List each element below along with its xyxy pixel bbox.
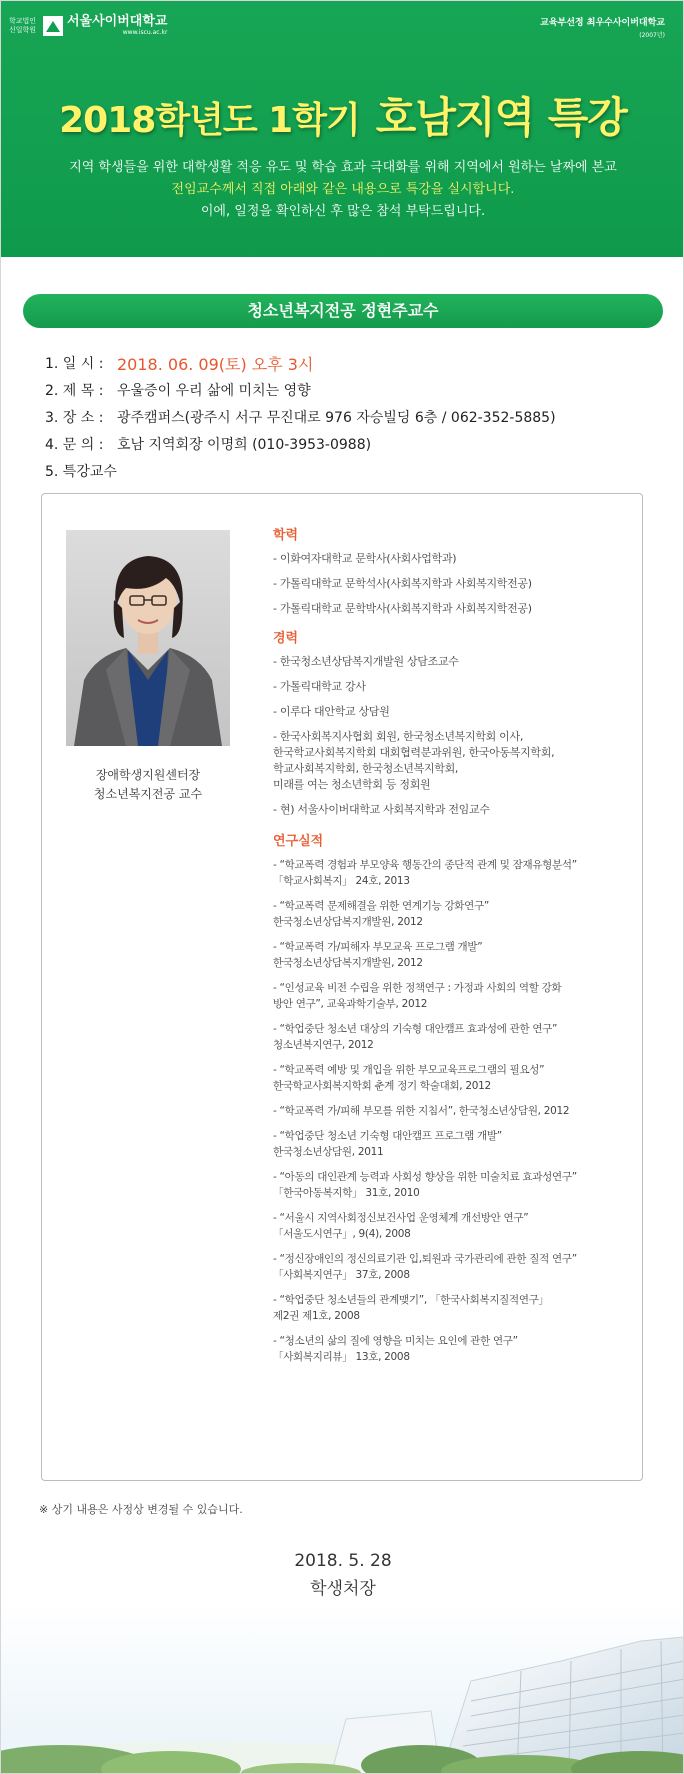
list-item: - 이화여자대학교 문학사(사회사업학과) <box>273 552 457 565</box>
list-item: - “학교폭력 가/피해자 부모교육 프로그램 개발” 한국청소년상담복지개발원, 2012 <box>273 941 483 969</box>
list-item: - 현) 서울사이버대학교 사회복지학과 전임교수 <box>273 803 490 816</box>
info-label: 4. 문 의 : <box>45 437 104 453</box>
logo-name: 서울사이버대학교 <box>67 14 168 29</box>
info-row-date <box>45 351 665 378</box>
page-title <box>1 85 684 145</box>
lecturer-ribbon: 청소년복지전공 정현주교수 <box>23 294 663 328</box>
list-item: - “학업중단 청소년 대상의 기숙형 대안캠프 효과성에 관한 연구” 청소년복지연구, 2012 <box>273 1023 558 1051</box>
info-row-contact <box>45 432 665 459</box>
list-item: - “학교폭력 가/피해 부모를 위한 지침서”, 한국청소년상담원, 2012 <box>273 1105 570 1117</box>
caption-title: 청소년복지전공 교수 <box>93 787 203 801</box>
info-label: 1. 일 시 : <box>45 356 104 372</box>
logo-emblem-icon <box>43 16 63 36</box>
intro-line-3: 이에, 일정을 확인하신 후 많은 참석 부탁드립니다. <box>200 204 486 219</box>
award-year: (2007년) <box>639 32 665 39</box>
list-item: - 한국사회복지사협회 회원, 한국청소년복지학회 이사, 한국학교사회복지학회 대회협력분과위원, 한국아동복지학회, 학교사회복지학회, 한국청소년복지학회, 미래를 여는 청소년학회 등 정회원 <box>273 730 555 791</box>
list-item: - 가톨릭대학교 문학석사(사회복지학과 사회복지학전공) <box>273 577 532 590</box>
list-item: - 가톨릭대학교 강사 <box>273 680 366 693</box>
list-item: - “학업중단 청소년들의 관계맺기”, 「한국사회복지질적연구」 제2권 제1호, 2008 <box>273 1294 549 1322</box>
signature-block <box>1 1547 684 1603</box>
list-item: - “학교폭력 문제해결을 위한 연계기능 강화연구” 한국청소년상담복지개발원, 2012 <box>273 900 489 928</box>
professor-photo <box>66 530 230 746</box>
info-row-place <box>45 405 665 432</box>
sign-office: 학생처장 <box>310 1579 376 1599</box>
list-item: - 이루다 대안학교 상담원 <box>273 705 390 718</box>
campus-illustration <box>1 1601 684 1774</box>
info-value: 2018. 06. 09(토) 오후 3시 <box>117 355 314 374</box>
info-value: 우울증이 우리 삶에 미치는 영향 <box>117 383 311 399</box>
profile-box <box>41 493 643 1481</box>
logo-url: www.iscu.ac.kr <box>122 29 168 36</box>
list-item: - “학교폭력 예방 및 개입을 위한 부모교육프로그램의 필요성” 한국학교사회복지학회 춘계 정기 학술대회, 2012 <box>273 1064 545 1092</box>
list-item: - 가톨릭대학교 문학박사(사회복지학과 사회복지학전공) <box>273 602 532 615</box>
list-item: - “학업중단 청소년 기숙형 대안캠프 프로그램 개발” 한국청소년상담원, 2011 <box>273 1130 502 1158</box>
info-value: 광주캠퍼스(광주시 서구 무진대로 976 자승빌딩 6층 / 062-352-5885) <box>117 410 556 426</box>
info-row-topic <box>45 378 665 405</box>
career-list <box>273 654 643 818</box>
sign-date: 2018. 5. 28 <box>294 1551 392 1571</box>
info-label: 2. 제 목 : <box>45 383 104 399</box>
career-heading: 경력 <box>273 631 299 646</box>
intro-text <box>1 157 684 223</box>
list-item: - “정신장애인의 정신의료기관 입,퇴원과 국가관리에 관한 질적 연구” 「사회복지연구」 37호, 2008 <box>273 1253 577 1281</box>
info-label: 5. 특강교수 <box>45 464 117 480</box>
award-text: 교육부선정 최우수사이버대학교 <box>540 18 665 28</box>
list-item: - “인성교육 비전 수립을 위한 정책연구 : 가정과 사회의 역할 강화 방안 연구”, 교육과학기술부, 2012 <box>273 982 562 1010</box>
title-term: 2018학년도 1학기 <box>59 100 360 141</box>
university-logo[interactable] <box>9 15 167 37</box>
education-heading: 학력 <box>273 528 299 543</box>
caption-position: 장애학생지원센터장 <box>95 768 201 782</box>
award-badge <box>540 15 665 39</box>
list-item: - “서울시 지역사회정신보건사업 운영체계 개선방안 연구” 「서울도시연구」, 9(4), 2008 <box>273 1212 529 1240</box>
intro-line-2: 전임교수께서 직접 아래와 같은 내용으로 특강을 실시합니다. <box>171 182 515 197</box>
curriculum-vitae <box>273 524 643 1374</box>
title-event: 호남지역 특강 <box>375 93 627 142</box>
intro-line-1: 지역 학생들을 위한 대학생활 적응 유도 및 학습 효과 극대화를 위해 지역에서 원하는 날짜에 본교 <box>69 160 617 175</box>
list-item: - “아동의 대인관계 능력과 사회성 향상을 위한 미술치료 효과성연구” 「한국아동복지학」 31호, 2010 <box>273 1171 577 1199</box>
research-heading: 연구실적 <box>273 834 324 849</box>
list-item: - “청소년의 삶의 질에 영향을 미치는 요인에 관한 연구” 「사회복지리뷰」 13호, 2008 <box>273 1335 518 1363</box>
info-row-lecturer <box>45 459 665 486</box>
list-item: - “학교폭력 경험과 부모양육 행동간의 종단적 관계 및 잠재유형분석” 「학교사회복지」 24호, 2013 <box>273 859 577 887</box>
portrait-icon <box>66 530 230 746</box>
logo-foundation: 학교법인 신일학원 <box>9 17 37 34</box>
research-list <box>273 857 643 1365</box>
info-value: 호남 지역회장 이명희 (010-3953-0988) <box>117 437 372 453</box>
list-item: - 한국청소년상담복지개발원 상담조교수 <box>273 655 459 668</box>
lecture-info <box>45 351 665 486</box>
photo-caption <box>56 766 240 804</box>
info-label: 3. 장 소 : <box>45 410 104 426</box>
header-banner <box>1 1 684 257</box>
change-notice: ※ 상기 내용은 사정상 변경될 수 있습니다. <box>39 1503 243 1516</box>
education-list <box>273 551 643 617</box>
